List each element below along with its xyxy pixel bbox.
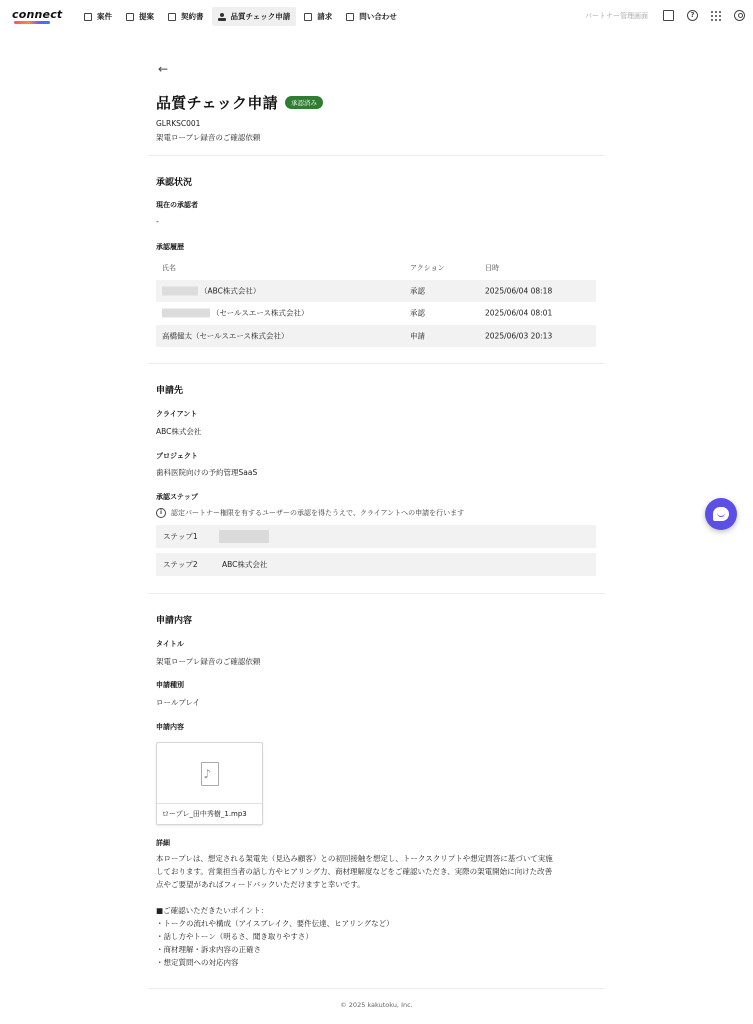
current-approver-value: - bbox=[156, 217, 159, 226]
request-content-label: 申請内容 bbox=[156, 723, 184, 731]
request-subtitle: 架電ロープレ録音のご確認依頼 bbox=[156, 133, 261, 142]
nav-item-label: 契約書 bbox=[181, 12, 204, 21]
main-nav bbox=[78, 7, 403, 26]
chat-bubble-icon bbox=[713, 507, 729, 521]
content-section-title: 申請内容 bbox=[156, 616, 193, 626]
divider bbox=[148, 155, 605, 156]
approver-name: （ABC株式会社） bbox=[200, 286, 261, 296]
invoice-icon bbox=[304, 13, 312, 21]
info-icon: i bbox=[156, 508, 166, 518]
inquiry-icon bbox=[346, 13, 354, 21]
column-header-action: アクション bbox=[410, 264, 445, 273]
detail-line: ・想定質問への対応内容 bbox=[156, 958, 239, 967]
footer-copyright: © 2025 kakutoku, Inc. bbox=[340, 1001, 413, 1009]
page-title: 品質チェック申請 bbox=[156, 94, 278, 112]
approval-steps-label: 承認ステップ bbox=[156, 493, 198, 501]
approval-date: 2025/06/03 20:13 bbox=[485, 331, 553, 341]
request-code: GLRKSC001 bbox=[156, 119, 201, 128]
approval-date: 2025/06/04 08:18 bbox=[485, 286, 553, 296]
help-icon[interactable]: ? bbox=[687, 10, 698, 21]
top-bar bbox=[0, 0, 753, 33]
redacted-name bbox=[162, 309, 210, 318]
approval-step-row bbox=[156, 553, 596, 576]
redacted-name bbox=[162, 286, 198, 295]
nav-item-invoices[interactable] bbox=[298, 7, 338, 26]
table-header-row bbox=[156, 257, 596, 280]
nav-item-label: 提案 bbox=[139, 12, 154, 21]
nav-item-label: 案件 bbox=[97, 12, 112, 21]
person-check-icon bbox=[218, 13, 226, 21]
approval-action: 承認 bbox=[410, 286, 425, 296]
support-chat-button[interactable] bbox=[705, 498, 737, 530]
header-tools bbox=[585, 10, 745, 21]
approval-section-title: 承認状況 bbox=[156, 178, 193, 188]
approval-steps-note-text: 認定パートナー権限を有するユーザーの承認を得たうえで、クライアントへの申請を行います bbox=[171, 509, 465, 517]
approver-name: （セールスエース株式会社） bbox=[212, 308, 309, 318]
step-label: ステップ1 bbox=[163, 531, 198, 541]
detail-line: ・トークの流れや構成（アイスブレイク、要件伝達、ヒアリングなど） bbox=[156, 919, 394, 928]
divider bbox=[148, 363, 605, 364]
content-title-value: 架電ロープレ録音のご確認依頼 bbox=[156, 657, 261, 666]
detail-line: ・商材理解・訴求内容の正確さ bbox=[156, 945, 261, 954]
approval-steps-note bbox=[156, 508, 464, 518]
nav-item-contracts[interactable] bbox=[162, 7, 210, 26]
title-row bbox=[156, 92, 323, 113]
approval-history-table bbox=[156, 257, 596, 347]
attachment-filename: ロープレ_田中秀樹_1.mp3 bbox=[157, 803, 262, 824]
attachment-card[interactable] bbox=[156, 742, 263, 825]
detail-line: 点やご要望があればフィードバックいただけますと幸いです。 bbox=[156, 880, 365, 889]
step-value: ABC株式会社 bbox=[222, 559, 268, 569]
detail-line: ■ご確認いただきたいポイント： bbox=[156, 906, 269, 915]
approval-history-label: 承認履歴 bbox=[156, 243, 184, 251]
nav-item-proposals[interactable] bbox=[120, 7, 160, 26]
divider bbox=[148, 988, 605, 989]
request-type-label: 申請種別 bbox=[156, 681, 184, 689]
table-row bbox=[156, 280, 596, 303]
client-value: ABC株式会社 bbox=[156, 427, 202, 436]
detail-spacer bbox=[156, 891, 596, 904]
detail-label: 詳細 bbox=[156, 839, 170, 847]
document-icon bbox=[168, 13, 176, 21]
approval-step-row bbox=[156, 525, 596, 548]
approval-date: 2025/06/04 08:01 bbox=[485, 308, 553, 318]
table-row bbox=[156, 302, 596, 325]
redacted-approver bbox=[219, 530, 269, 543]
account-icon[interactable] bbox=[734, 10, 745, 21]
request-type-value: ロールプレイ bbox=[156, 698, 201, 707]
approval-action: 承認 bbox=[410, 308, 425, 318]
project-label: プロジェクト bbox=[156, 452, 198, 460]
status-badge: 承認済み bbox=[285, 96, 323, 109]
briefcase-icon bbox=[126, 13, 134, 21]
project-value: 歯科医院向けの予約管理SaaS bbox=[156, 468, 258, 477]
building-icon bbox=[84, 13, 92, 21]
nav-item-inquiries[interactable] bbox=[340, 7, 403, 26]
nav-item-label: 品質チェック申請 bbox=[230, 12, 291, 21]
current-approver-label: 現在の承認者 bbox=[156, 201, 198, 209]
approval-action: 申請 bbox=[410, 331, 425, 341]
nav-item-cases[interactable] bbox=[78, 7, 118, 26]
logo-underline bbox=[14, 21, 50, 24]
app-logo[interactable]: connect bbox=[12, 8, 63, 21]
apps-grid-icon[interactable] bbox=[711, 11, 721, 21]
attachment-preview bbox=[157, 743, 262, 804]
audio-file-icon bbox=[201, 762, 219, 786]
nav-item-label: 請求 bbox=[317, 12, 333, 21]
content-title-label: タイトル bbox=[156, 640, 184, 648]
detail-line: ・話し方やトーン（明るさ、聞き取りやすさ） bbox=[156, 932, 313, 941]
back-arrow-icon[interactable]: ← bbox=[158, 62, 169, 76]
chat-icon[interactable] bbox=[663, 10, 674, 21]
nav-item-quality-check[interactable] bbox=[212, 7, 297, 26]
step-label: ステップ2 bbox=[163, 559, 198, 569]
column-header-name: 氏名 bbox=[162, 264, 176, 273]
detail-text bbox=[156, 852, 596, 969]
client-label: クライアント bbox=[156, 410, 198, 418]
detail-line: しております。営業担当者の話し方やヒアリング力、商材理解度などをご確認いただき、実際の架電開始に向けた改善 bbox=[156, 867, 553, 876]
destination-section-title: 申請先 bbox=[156, 386, 184, 396]
partner-admin-link[interactable]: パートナー管理画面 bbox=[585, 11, 648, 20]
detail-line: 本ロープレは、想定される架電先（見込み顧客）との初回接触を想定し、トークスクリプトや想定問答に基づいて実施 bbox=[156, 854, 553, 863]
approver-name: 高橋健太（セールスエース株式会社） bbox=[162, 331, 289, 341]
column-header-date: 日時 bbox=[485, 264, 499, 273]
nav-item-label: 問い合わせ bbox=[359, 12, 397, 21]
divider bbox=[148, 593, 605, 594]
table-row bbox=[156, 325, 596, 348]
